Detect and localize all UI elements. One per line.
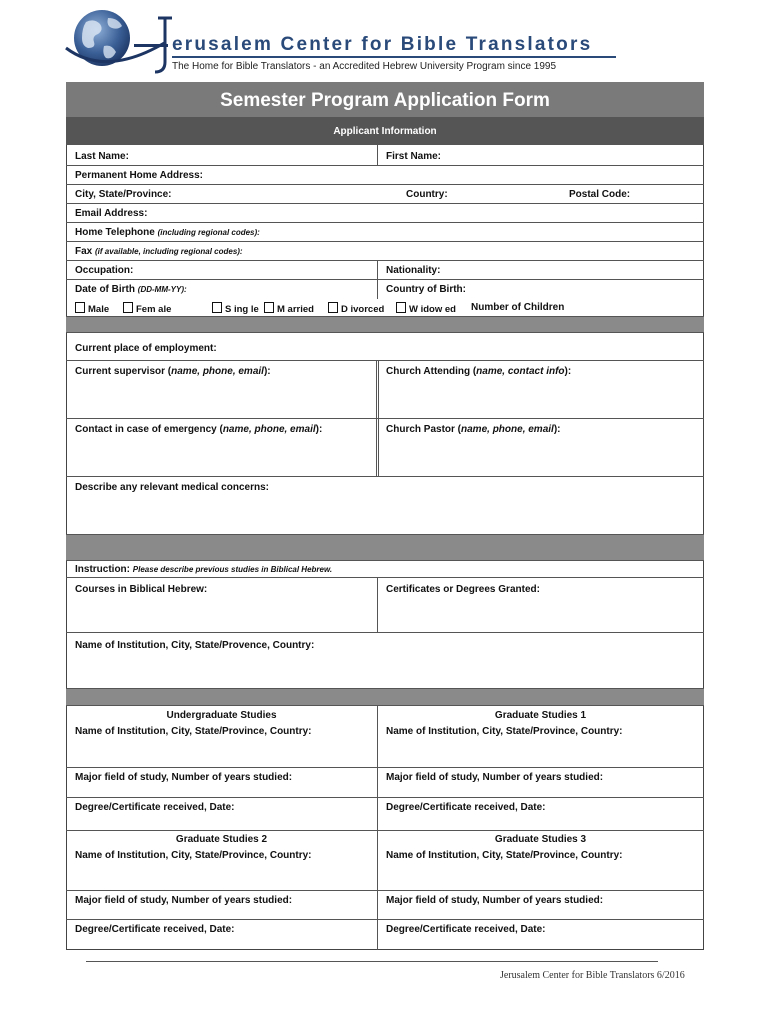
church-note: name, contact info (476, 366, 565, 377)
employment-row[interactable] (66, 333, 704, 361)
instruction-row (66, 561, 704, 578)
status-row (66, 299, 704, 317)
city-label: City, State/Province: (75, 189, 172, 200)
dob-row[interactable] (66, 280, 704, 299)
married-checkbox[interactable] (264, 302, 274, 313)
occupation-label: Occupation: (75, 265, 134, 276)
tagline: The Home for Bible Translators - an Accredited Hebrew University Program since 1995 (172, 61, 557, 72)
medical-label: Describe any relevant medical concerns: (75, 482, 269, 493)
widowed-label: W idow ed (409, 304, 456, 315)
separator-band-3 (66, 689, 704, 706)
city-row[interactable] (66, 185, 704, 204)
divorced-checkbox[interactable] (328, 302, 338, 313)
male-checkbox[interactable] (75, 302, 85, 313)
fax-row[interactable] (66, 242, 704, 261)
form-title-band (66, 82, 704, 118)
column-divider (376, 361, 379, 477)
studies-degree-row-2[interactable] (66, 920, 704, 950)
email-label: Email Address: (75, 208, 148, 219)
graduate-2-institution-label: Name of Institution, City, State/Province, Country: (75, 850, 312, 861)
institution-row[interactable] (66, 633, 704, 689)
supervisor-note: name, phone, email (171, 366, 264, 377)
birth-country-label: Country of Birth: (386, 284, 466, 295)
emergency-paren: ): (315, 424, 323, 435)
church-label: Church Attending ( (386, 366, 477, 377)
graduate-3-major-label: Major field of study, Number of years studied: (386, 895, 604, 906)
instruction-label: Instruction: (75, 564, 130, 575)
studies-major-row-1[interactable] (66, 768, 704, 798)
country-label: Country: (406, 189, 448, 200)
email-row[interactable] (66, 204, 704, 223)
institution-label: Name of Institution, City, State/Provence, Country: (75, 640, 315, 651)
home-phone-note: (including regional codes): (157, 228, 260, 237)
studies-degree-row-1[interactable] (66, 798, 704, 831)
dob-label: Date of Birth (75, 284, 135, 295)
address-row[interactable] (66, 166, 704, 185)
fax-label: Fax (75, 246, 93, 257)
pastor-note: name, phone, email (461, 424, 554, 435)
undergraduate-institution-label: Name of Institution, City, State/Province, Country: (75, 726, 312, 737)
studies-column-divider (377, 706, 378, 950)
dob-note: (DD-MM-YY): (137, 285, 187, 294)
undergraduate-major-label: Major field of study, Number of years studied: (75, 772, 293, 783)
home-phone-label: Home Telephone (75, 227, 155, 238)
last-name-row[interactable] (66, 145, 704, 166)
female-label: Fem ale (136, 304, 172, 315)
occupation-row[interactable] (66, 261, 704, 280)
graduate-3-degree-label: Degree/Certificate received, Date: (386, 924, 546, 935)
nationality-label: Nationality: (386, 265, 441, 276)
studies-major-row-2[interactable] (66, 891, 704, 920)
graduate-2-heading: Graduate Studies 2 (175, 834, 268, 845)
single-label: S ing le (225, 304, 259, 315)
graduate-2-major-label: Major field of study, Number of years studied: (75, 895, 293, 906)
postal-code-label: Postal Code: (569, 189, 631, 200)
supervisor-paren: ): (263, 366, 271, 377)
last-name-label: Last Name: (75, 151, 129, 162)
home-phone-row[interactable] (66, 223, 704, 242)
address-label: Permanent Home Address: (75, 170, 203, 181)
divorced-label: D ivorced (341, 304, 385, 315)
section-applicant-band (66, 118, 704, 145)
courses-row[interactable] (66, 578, 704, 633)
studies-block-row-2[interactable] (66, 831, 704, 891)
fax-note: (if available, including regional codes): (95, 247, 243, 256)
emergency-row[interactable] (66, 419, 704, 477)
graduate-3-heading: Graduate Studies 3 (494, 834, 587, 845)
org-name-text: erusalem Center for Bible Translators (172, 34, 593, 55)
graduate-1-major-label: Major field of study, Number of years studied: (386, 772, 604, 783)
graduate-3-institution-label: Name of Institution, City, State/Province, Country: (386, 850, 623, 861)
organization-name (172, 34, 592, 56)
married-label: M arried (277, 304, 314, 315)
pastor-label: Church Pastor ( (386, 424, 462, 435)
org-name-underline (172, 56, 616, 58)
globe-logo-icon (64, 8, 174, 74)
undergraduate-degree-label: Degree/Certificate received, Date: (75, 802, 235, 813)
graduate-1-institution-label: Name of Institution, City, State/Province, Country: (386, 726, 623, 737)
employment-label: Current place of employment: (75, 343, 217, 354)
male-label: Male (88, 304, 110, 315)
certificates-label: Certificates or Degrees Granted: (386, 584, 540, 595)
separator-band-1 (66, 317, 704, 333)
female-checkbox[interactable] (123, 302, 133, 313)
courses-label: Courses in Biblical Hebrew: (75, 584, 208, 595)
graduate-1-degree-label: Degree/Certificate received, Date: (386, 802, 546, 813)
supervisor-label: Current supervisor ( (75, 366, 172, 377)
single-checkbox[interactable] (212, 302, 222, 313)
form-title: Semester Program Application Form (220, 90, 550, 111)
emergency-label: Contact in case of emergency ( (75, 424, 223, 435)
studies-block-row-1[interactable] (66, 706, 704, 768)
first-name-label: First Name: (386, 151, 442, 162)
section-applicant-title: Applicant Information (333, 126, 437, 137)
footer-rule (86, 961, 658, 962)
children-label: Number of Children (471, 302, 565, 313)
pastor-paren: ): (553, 424, 561, 435)
footer-text: Jerusalem Center for Bible Translators 6/2016 (500, 970, 685, 981)
supervisor-row[interactable] (66, 361, 704, 419)
undergraduate-heading: Undergraduate Studies (166, 710, 277, 721)
church-paren: ): (564, 366, 572, 377)
separator-band-2 (66, 535, 704, 561)
widowed-checkbox[interactable] (396, 302, 406, 313)
medical-row[interactable] (66, 477, 704, 535)
emergency-note: name, phone, email (222, 424, 316, 435)
instruction-note: Please describe previous studies in Biblical Hebrew. (132, 565, 333, 574)
graduate-2-degree-label: Degree/Certificate received, Date: (75, 924, 235, 935)
graduate-1-heading: Graduate Studies 1 (494, 710, 587, 721)
